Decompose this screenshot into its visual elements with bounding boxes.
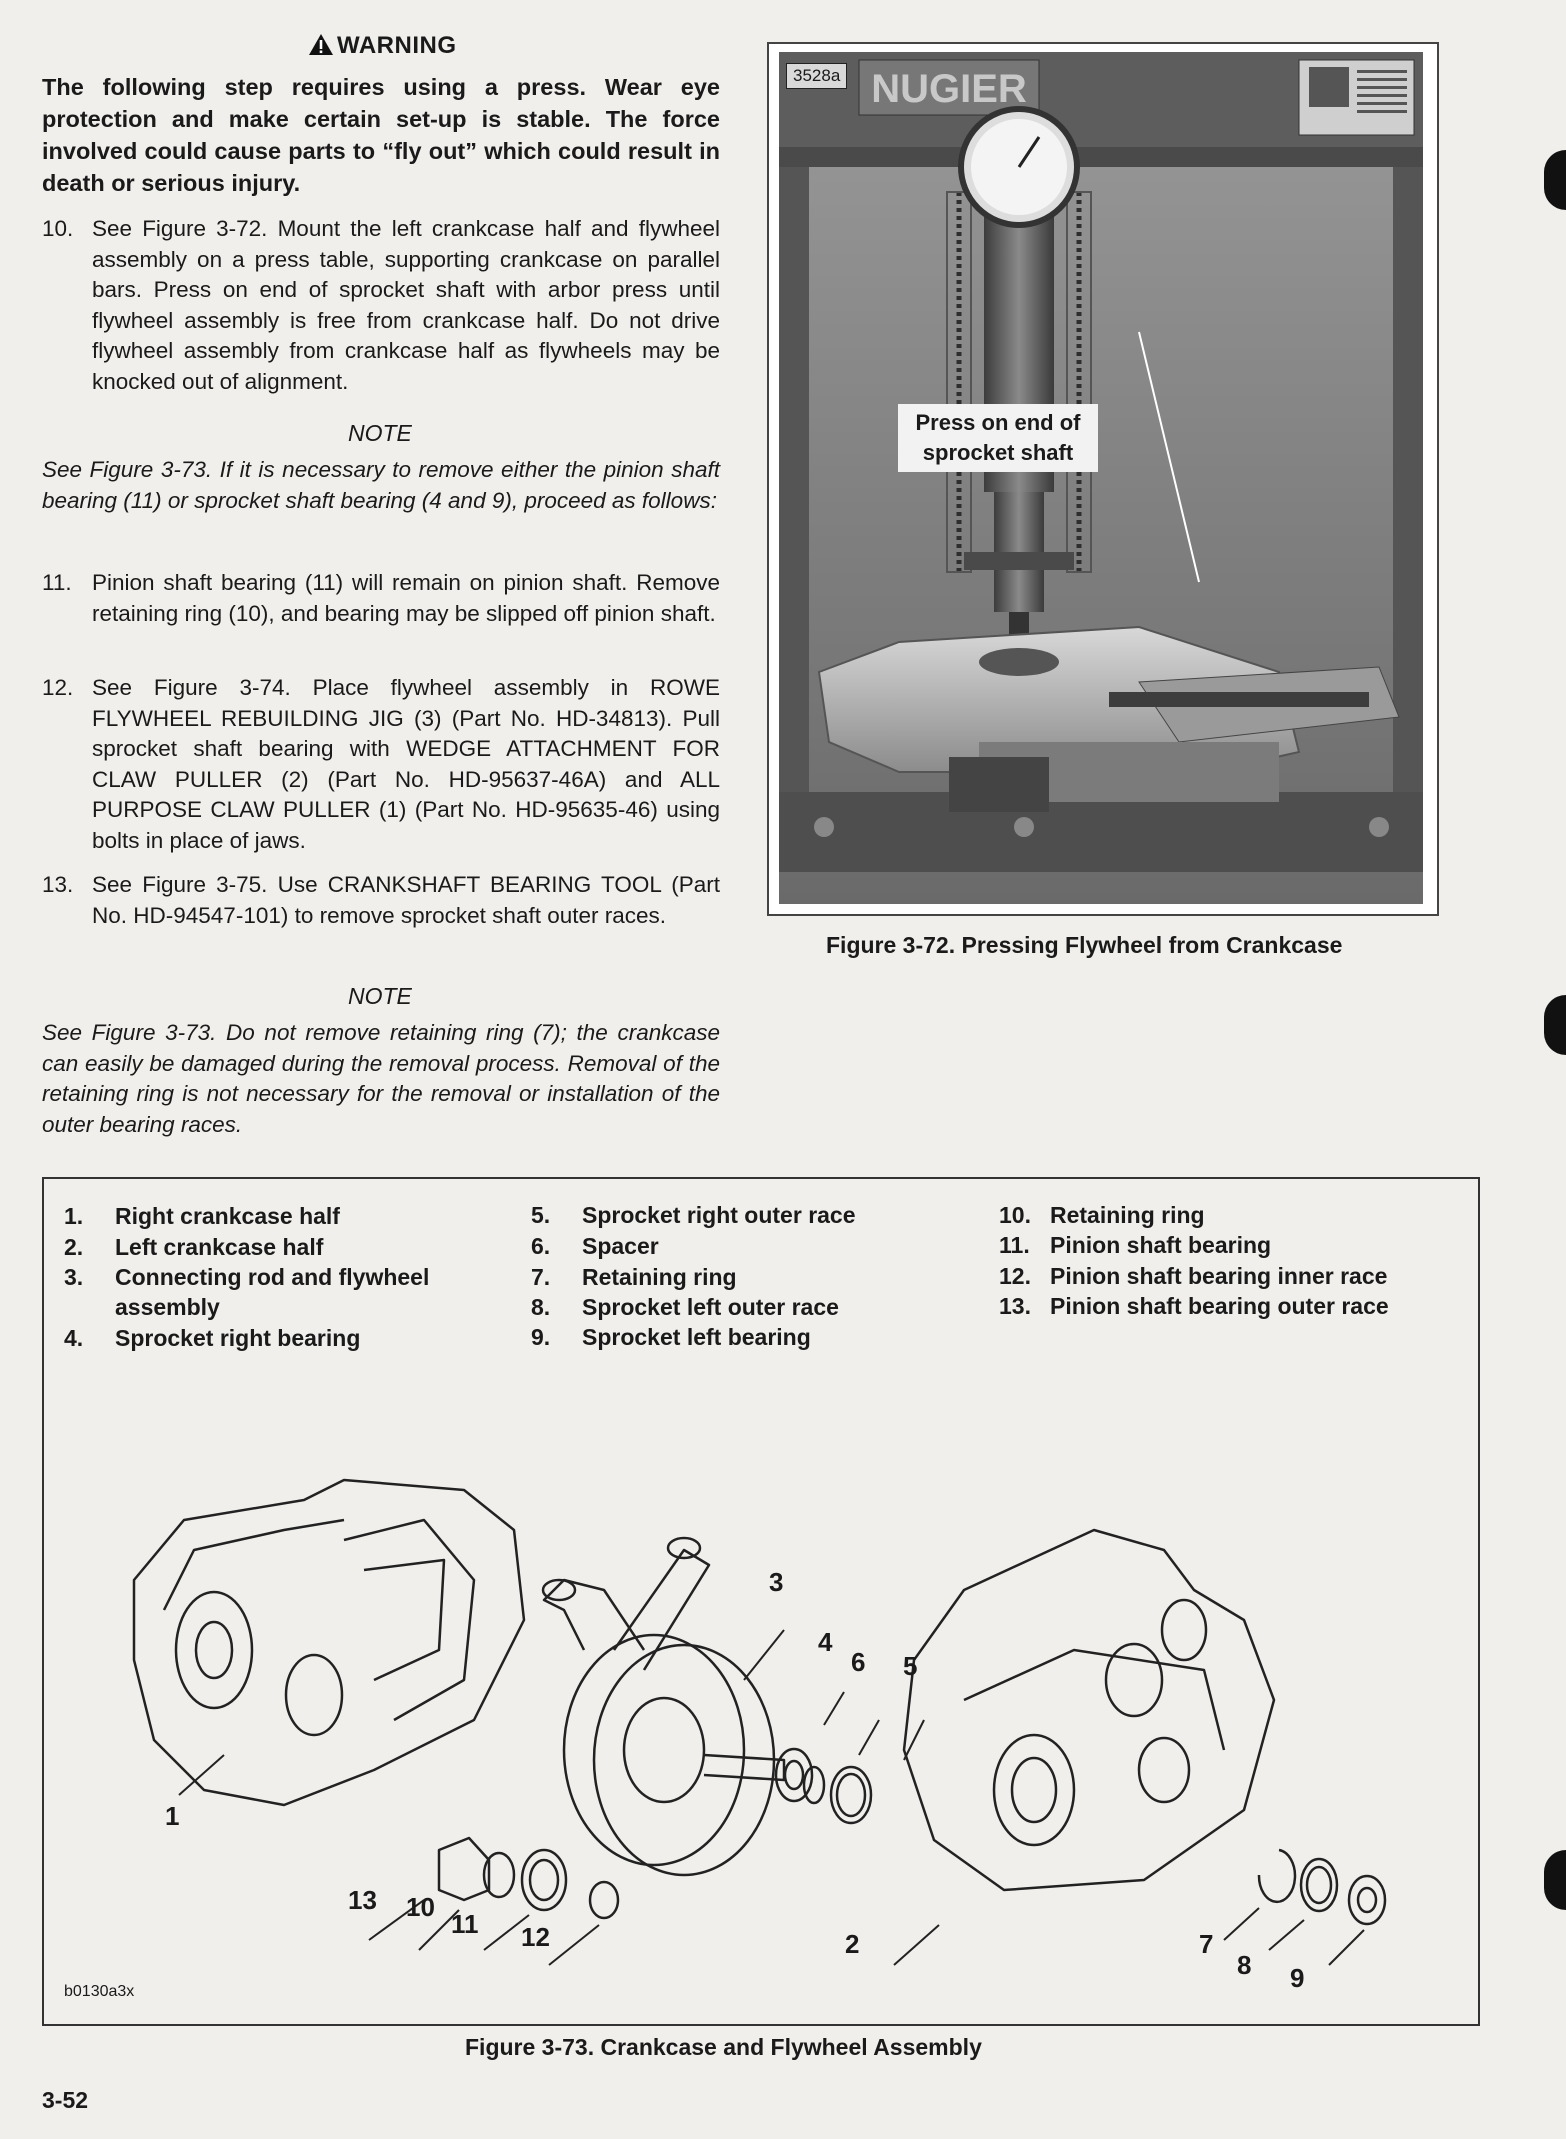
warning-triangle-icon <box>308 33 334 63</box>
step-text: See Figure 3-72. Mount the left crankcase half and flywheel assembly on a press table, supporting crankcase on parallel bars. Press on end of sprocket shaft with arbor press until flywheel assembly is free from crankcase half. Do not drive flywheel assembly from crankcase half as flywheels may be knocked out of alignment. <box>92 216 720 394</box>
callout-6: 6 <box>851 1647 866 1677</box>
note-title: NOTE <box>348 983 412 1009</box>
note-text: See Figure 3-73. Do not remove retaining ring (7); the crankcase can easily be damaged during the removal process. Removal of the retaining ring is not necessary for the removal or installation of the outer bearing races. <box>42 1020 720 1137</box>
callout-8: 8 <box>1237 1950 1252 1980</box>
callout-11: 11 <box>451 1909 479 1939</box>
legend-item: 5. Sprocket right outer race <box>531 1202 856 1228</box>
callout-7: 7 <box>1199 1929 1214 1959</box>
callout-5: 5 <box>903 1651 918 1681</box>
callout-1: 1 <box>165 1801 180 1831</box>
figure-73-caption: Figure 3-73. Crankcase and Flywheel Assembly <box>465 2034 982 2060</box>
step-number: 12. <box>42 675 74 700</box>
step-text: Pinion shaft bearing (11) will remain on pinion shaft. Remove retaining ring (10), and bearing may be slipped off pinion shaft. <box>92 570 720 626</box>
photo-callout-label: Press on end of sprocket shaft <box>898 404 1098 472</box>
binder-tab-mark <box>1544 150 1566 210</box>
legend-item: 11. Pinion shaft bearing <box>999 1232 1272 1258</box>
callout-12: 12 <box>521 1922 550 1952</box>
press-photo <box>779 52 1423 904</box>
legend-item: 6. Spacer <box>531 1233 659 1259</box>
step-10 <box>42 214 720 397</box>
page-number: 3-52 <box>42 2087 89 2113</box>
step-text: See Figure 3-74. Place flywheel assembly in ROWE FLYWHEEL REBUILDING JIG (3) (Part No. HD-34813). Pull sprocket shaft bearing with WEDGE ATTACHMENT FOR CLAW PULLER (2) (Part No. HD-95637-46A) and ALL PURPOSE CLAW PULLER (1) (Part No. HD-95635-46) using bolts in place of jaws. <box>92 675 720 853</box>
callout-2: 2 <box>845 1929 860 1959</box>
legend-item: 10. Retaining ring <box>999 1202 1205 1228</box>
binder-tab-mark <box>1544 1850 1566 1910</box>
callout-10: 10 <box>406 1892 435 1922</box>
callout-4: 4 <box>818 1627 833 1657</box>
legend-item: 3. Connecting rod and flywheel assembly <box>64 1264 430 1320</box>
press-brand-text: NUGIER <box>871 67 1027 111</box>
warning-text: The following step requires using a press. Wear eye protection and make certain set-up is stable. The force involved could cause parts to “fly out” which could result in death or serious injury. <box>42 74 720 196</box>
warning-heading: WARNING <box>308 32 457 63</box>
exploded-assembly-drawing <box>44 1420 1474 1980</box>
step-12 <box>42 673 720 856</box>
step-text: See Figure 3-75. Use CRANKSHAFT BEARING TOOL (Part No. HD-94547-101) to remove sprocket shaft outer races. <box>92 872 720 928</box>
legend-item: 9. Sprocket left bearing <box>531 1324 811 1350</box>
step-13 <box>42 870 720 931</box>
note-title: NOTE <box>348 420 412 446</box>
legend-item: 2. Left crankcase half <box>64 1234 324 1260</box>
step-number: 10. <box>42 216 74 241</box>
step-number: 13. <box>42 872 74 897</box>
note-text: See Figure 3-73. If it is necessary to remove either the pinion shaft bearing (11) or sprocket shaft bearing (4 and 9), proceed as follows: <box>42 457 720 513</box>
legend-item: 8. Sprocket left outer race <box>531 1294 839 1320</box>
photo-tag: 3528a <box>786 63 847 89</box>
step-number: 11. <box>42 570 72 595</box>
figure-code: b0130a3x <box>64 1983 135 2000</box>
figure-72-caption: Figure 3-72. Pressing Flywheel from Crankcase <box>826 932 1343 958</box>
legend-item: 4. Sprocket right bearing <box>64 1325 361 1351</box>
legend-item: 1. Right crankcase half <box>64 1203 340 1229</box>
legend-item: 7. Retaining ring <box>531 1264 737 1290</box>
binder-tab-mark <box>1544 995 1566 1055</box>
callout-3: 3 <box>769 1567 784 1597</box>
press-brand-nameplate <box>871 67 1027 111</box>
callout-9: 9 <box>1290 1963 1305 1993</box>
callout-13: 13 <box>348 1885 377 1915</box>
legend-item: 13. Pinion shaft bearing outer race <box>999 1293 1389 1319</box>
step-11 <box>42 568 720 629</box>
legend-item: 12. Pinion shaft bearing inner race <box>999 1263 1388 1289</box>
